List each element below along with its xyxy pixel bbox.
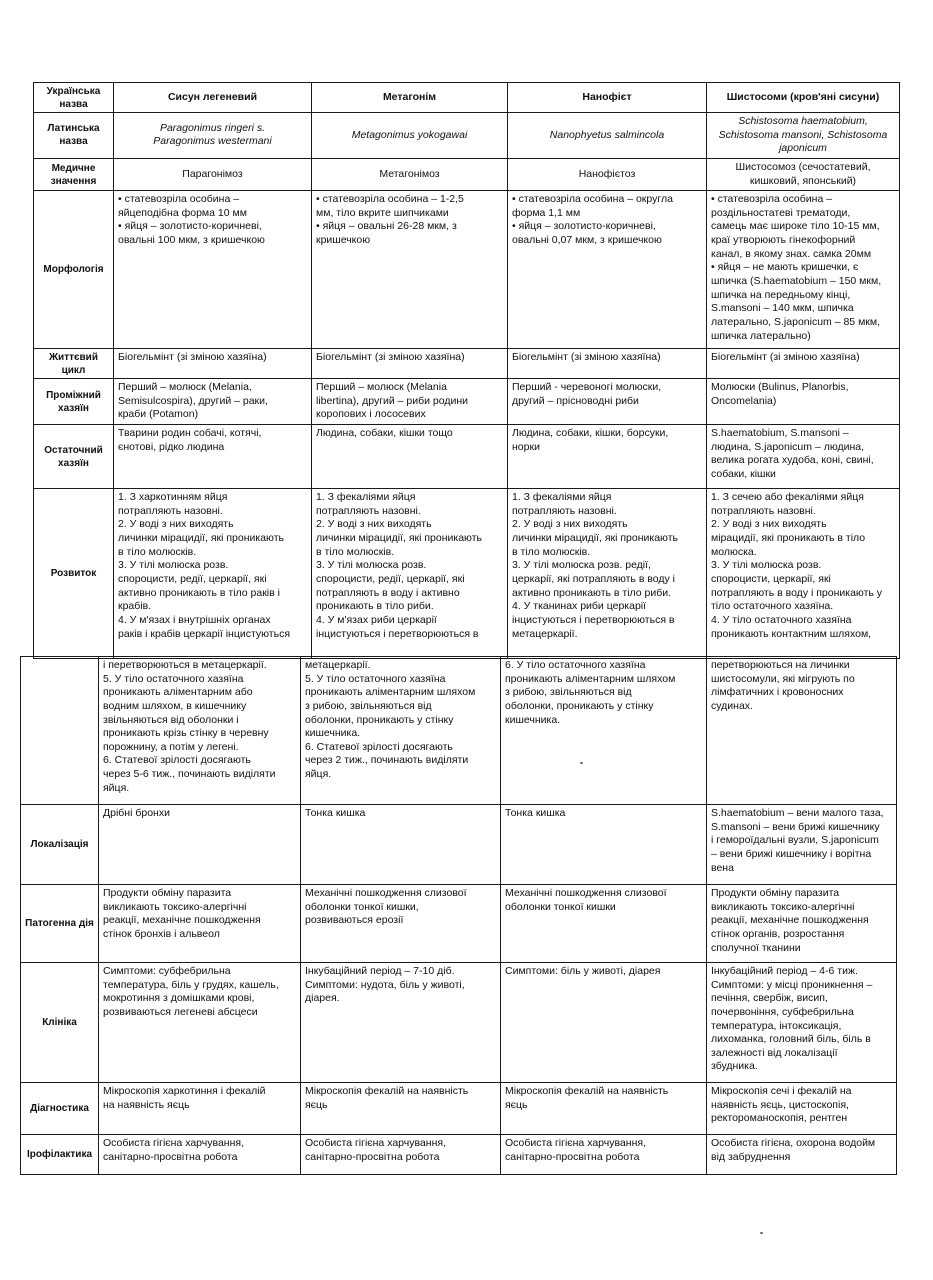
table-cell: Механічні пошкодження слизової оболонки тонкої кишки	[505, 887, 667, 913]
table-cell: 1. З фекаліями яйця потрапляють назовні. 2. У воді з них виходять личинки мірацидії, які проникають в тіло молюсків. 3. У тілі молюска розв. спороцисти, редії, церкарії, які потрапляють в воду і активно проникають в тіло риби. 4. У м'язах риби церкарії інцистуються і перетворюються в	[316, 491, 482, 640]
scan-speck	[580, 762, 583, 764]
table-cell: Дрібні бронхи	[103, 807, 170, 819]
table-cell: S.haematobium, S.mansoni – людина, S.japonicum – людина, велика рогата худоба, коні, свині, собаки, кішки	[711, 427, 874, 481]
table-cell: Біогельмінт (зі зміною хазяїна)	[316, 351, 465, 364]
table-row-pathogenic-action	[21, 885, 897, 963]
table-cell: Тонка кишка	[505, 807, 566, 819]
table-cell: 1. З сечею або фекаліями яйця потрапляють назовні. 2. У воді з них виходять мірацидії, які проникають в тіло молюска. 3. У тілі молюска розв. спороцисти, церкарії, які потрапляють в воду і проникають у тіло остаточного хазяїна. 4. У тіло остаточного хазяїна проникають контактним шляхом,	[711, 491, 883, 640]
scan-speck	[760, 1232, 763, 1234]
table-row-development-continued	[21, 657, 897, 805]
table-cell: Metagonimus yokogawai	[351, 128, 468, 141]
table-cell: Schistosoma haematobium, Schistosoma mansoni, Schistosoma japonicum	[718, 115, 888, 155]
table-row-diagnostics	[21, 1083, 897, 1135]
header-row-label: Українська назва	[34, 83, 114, 113]
table-cell: Мікроскопія фекалій на наявність яєць	[305, 1085, 469, 1111]
table-cell: Мікроскопія фекалій на наявність яєць	[505, 1085, 669, 1111]
table-row-medical-significance	[34, 158, 900, 190]
table-cell: метацеркарії. 5. У тіло остаточного хазяїна проникають аліментарним шляхом з рибою, звільняються від оболонки, проникають у стінку кишечника. 6. Статевої зрілості досягають через 2 тиж., починають виділяти яйця.	[305, 659, 476, 781]
table-row-life-cycle	[34, 349, 900, 379]
table-row-development	[34, 489, 900, 659]
table-cell: 1. З харкотинням яйця потрапляють назовні. 2. У воді з них виходять личинки мірацидії, які проникають в тіло молюсків. 3. У тілі молюска розв. спороцисти, редії, церкарії, які активно проникають в тіло раків і крабів. 4. У м'язах і внутрішніх органах раків і крабів церкарії інцистуються	[118, 491, 291, 640]
table-row-definitive-host	[34, 425, 900, 489]
table-cell: Мікроскопія сечі і фекалій на наявність яєць, цистоскопія, ректороманоскопія, рентген	[711, 1085, 852, 1125]
row-label: Клініка	[21, 963, 99, 1083]
table-cell: • статевозріла особина – 1-2,5 мм, тіло вкрите шипчиками • яйця – овальні 26-28 мкм, з кришечкою	[316, 193, 464, 247]
row-label: Локалізація	[21, 805, 99, 885]
row-label: Патогенна дія	[21, 885, 99, 963]
table-cell: Біогельмінт (зі зміною хазяїна)	[711, 351, 860, 364]
table-cell: Paragonimus ringeri s. Paragonimus westermani	[153, 121, 272, 148]
table-cell: Перший – молюск (Melania, Semisulcospira), другий – раки, краби (Potamon)	[118, 381, 268, 421]
row-label: Медичне значення	[34, 158, 114, 190]
row-label: Розвиток	[34, 489, 114, 659]
row-label: Латинська назва	[34, 113, 114, 159]
column-header-schistosoma: Шистосоми (кров'яні сисуни)	[707, 83, 900, 113]
row-label: Життєвий цикл	[34, 349, 114, 379]
table-cell: Механічні пошкодження слизової оболонки тонкої кишки, розвиваються ерозії	[305, 887, 467, 927]
table-cell: 6. У тіло остаточного хазяїна проникають аліментарним шляхом з рибою, звільняються від оболонки, проникають у стінку кишечника.	[505, 659, 676, 726]
table-row-clinic	[21, 963, 897, 1083]
table-cell: Біогельмінт (зі зміною хазяїна)	[118, 351, 267, 364]
table-cell: 1. З фекаліями яйця потрапляють назовні. 2. У воді з них виходять личинки мірацидії, які проникають в тіло молюсків. 3. У тілі молюска розв. редії, церкарії, які потрапляють в воду і активно проникають в тіло риби. 4. У тканинах риби церкарії інцистуються і перетворюються в метацеркарії.	[512, 491, 678, 640]
table-cell: Людина, собаки, кішки тощо	[316, 427, 453, 440]
table-row-latin-name	[34, 113, 900, 159]
table-cell: • статевозріла особина – округла форма 1,1 мм • яйця – золотисто-коричневі, овальні 0,07 мкм, з кришечкою	[512, 193, 673, 247]
table-cell: Особиста гігієна харчування, санітарно-просвітна робота	[305, 1137, 446, 1163]
row-label: Проміжний хазяїн	[34, 379, 114, 425]
table-cell: Продукти обміну паразита викликають токсико-алергічні реакції, механічне пошкодження стінок бронхів і альвеол	[103, 887, 261, 940]
table-cell: перетворюються на личинки шистосомули, які мігрують по лімфатичних і кровоносних судинах.	[711, 659, 855, 712]
table-cell: Симптоми: біль у животі, діарея	[505, 965, 661, 977]
parasite-comparison-table-bottom	[20, 656, 897, 1175]
column-header-nanophyetus: Нанофієт	[508, 83, 707, 113]
row-label: Діагностика	[21, 1083, 99, 1135]
table-cell: Особиста гігієна, охорона водойм від забруднення	[711, 1137, 876, 1163]
table-cell: Симптоми: субфебрильна температура, біль у грудях, кашель, мокротиння з домішками крові, розвиваються легеневі абсцеси	[103, 965, 279, 1018]
column-header-lung-fluke: Сисун легеневий	[114, 83, 312, 113]
table-cell: Шистосомоз (сечостатевий, кишковий, японський)	[735, 160, 871, 187]
table-cell: Інкубаційний період – 4-6 тиж. Симптоми: у місці проникнення – печіння, свербіж, висип, почервоніння, субфебрильна температура, інтоксикація, лихоманка, головний біль, біль в залежності від локалізації збудника.	[711, 965, 873, 1073]
table-cell: Перший – молюск (Melania libertina), другий – риби родини коропових і лососевих	[316, 381, 469, 421]
table-cell: Молюски (Bulinus, Planorbis, Oncomelania)	[711, 381, 849, 407]
table-row-localization	[21, 805, 897, 885]
table-cell: Особиста гігієна харчування, санітарно-просвітна робота	[103, 1137, 244, 1163]
column-header-metagonimus: Метагонім	[312, 83, 508, 113]
table-cell: Nanophyetus salmincola	[549, 128, 665, 141]
table-cell: Продукти обміну паразита викликають токсико-алергічні реакції, механічне пошкодження стінок органів, розростання сполучної тканини	[711, 887, 869, 954]
row-label: Морфологія	[34, 191, 114, 349]
row-label	[21, 657, 99, 805]
table-cell: • статевозріла особина – роздільностатеві трематоди, самець має широке тіло 10-15 мм, краї утворюють гінекофорний канал, в якому знах. самка 20мм • яйця – не мають кришечки, є шпичка (S.haematobium – 150 мкм, шпичка на передньому кінці, S.mansoni – 140 мкм, шпичка латерально, S.japonicum – 85 мкм, шпичка латерально)	[711, 193, 882, 342]
table-cell: • статевозріла особина – яйцеподібна форма 10 мм • яйця – золотисто-коричневі, овальні 100 мкм, з кришечкою	[118, 193, 265, 247]
table-header-row	[34, 83, 900, 113]
table-cell: Особиста гігієна харчування, санітарно-просвітна робота	[505, 1137, 646, 1163]
row-label: Ірофілактика	[21, 1135, 99, 1175]
row-label: Остаточний хазяїн	[34, 425, 114, 489]
table-cell: Тварини родин собачі, котячі, єнотові, рідко людина	[118, 427, 262, 453]
table-cell: Мікроскопія харкотиння і фекалій на наявність яєць	[103, 1085, 266, 1111]
table-cell: Нанофієтоз	[578, 167, 636, 180]
parasite-comparison-table-top	[33, 82, 900, 659]
table-cell: Метагонімоз	[379, 167, 440, 180]
table-cell: Людина, собаки, кішки, борсуки, норки	[512, 427, 669, 453]
table-cell: Інкубаційний період – 7-10 діб. Симптоми: нудота, біль у животі, діарея.	[305, 965, 465, 1005]
table-row-prevention	[21, 1135, 897, 1175]
table-cell: Парагонімоз	[182, 167, 243, 180]
table-row-morphology	[34, 191, 900, 349]
table-cell: Тонка кишка	[305, 807, 366, 819]
table-cell: Перший - черевоногі молюски, другий – прісноводні риби	[512, 381, 662, 407]
table-cell: і перетворюються в метацеркарії. 5. У тіло остаточного хазяїна проникають аліментарним або водним шляхом, в кишечнику звільняються від оболонки і проникають крізь стінку в черевну порожнину, а потім у легені. 6. Статевої зрілості досягають через 5-6 тиж., починають виділяти яйця.	[103, 659, 276, 794]
table-cell: Біогельмінт (зі зміною хазяїна)	[512, 351, 661, 364]
table-cell: S.haematobium – вени малого таза, S.mansoni – вени брижі кишечнику і геморoїдальні вузли, S.japonicum – вени брижі кишечнику і ворітна вена	[711, 807, 884, 874]
table-row-intermediate-host	[34, 379, 900, 425]
